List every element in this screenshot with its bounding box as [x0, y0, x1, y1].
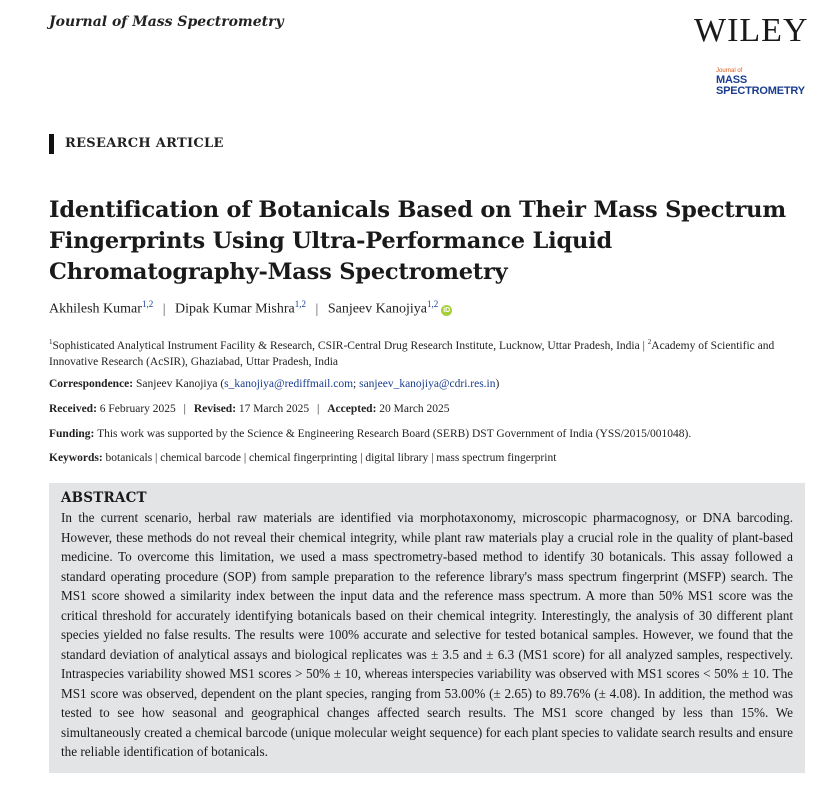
journal-logo-small-text: Journal of	[716, 68, 743, 74]
received-label: Received:	[49, 403, 97, 415]
affiliation-1: Sophisticated Analytical Instrument Facility & Research, CSIR-Central Drug Research Institute, Lucknow, Uttar Pradesh, India	[52, 339, 640, 352]
journal-logo	[716, 68, 811, 97]
author-name[interactable]: Dipak Kumar Mishra	[175, 301, 295, 317]
date-separator: |	[317, 403, 320, 415]
email-link[interactable]: s_kanojiya@rediffmail.com	[224, 378, 354, 390]
correspondence-label: Correspondence:	[49, 378, 134, 390]
keywords-text: botanicals | chemical barcode | chemical fingerprinting | digital library | mass spectrum fingerprint	[105, 452, 557, 464]
received-date: 6 February 2025	[99, 403, 176, 415]
date-separator: |	[183, 403, 186, 415]
keywords	[49, 451, 819, 466]
funding-label: Funding:	[49, 428, 95, 440]
keywords-label: Keywords:	[49, 452, 103, 464]
affiliation-2: Academy of Scientific and Innovative Research (AcSIR), Ghaziabad, Uttar Pradesh, India	[49, 339, 775, 368]
affil-number: 1	[49, 338, 53, 346]
article-type: RESEARCH ARTICLE	[49, 134, 224, 154]
publisher-logo: WILEY	[694, 12, 809, 49]
journal-logo-line1: MASS	[716, 74, 747, 86]
affiliations	[49, 334, 804, 370]
accepted-label: Accepted:	[327, 403, 377, 415]
author-affil: 1,2	[294, 299, 307, 309]
correspondence: Correspondence: Sanjeev Kanojiya (s_kanojiya@rediffmail.com; sanjeev_kanojiya@cdri.res.in)	[49, 378, 500, 390]
article-dates	[49, 402, 819, 417]
orcid-icon[interactable]: iD	[443, 306, 451, 314]
email-link[interactable]: sanjeev_kanojiya@cdri.res.in	[359, 378, 496, 390]
abstract-box	[49, 483, 805, 773]
author-affil: 1,2	[426, 299, 439, 309]
accepted-date: 20 March 2025	[379, 403, 450, 415]
affil-number: 2	[647, 338, 652, 346]
author-name[interactable]: Sanjeev Kanojiya	[327, 301, 427, 317]
author-list	[49, 299, 452, 318]
author-separator: |	[162, 301, 166, 317]
author-name[interactable]: Akhilesh Kumar	[49, 301, 142, 317]
correspondence-name: Sanjeev Kanojiya	[136, 378, 218, 390]
funding	[49, 427, 819, 442]
journal-name: Journal of Mass Spectrometry	[49, 14, 284, 30]
abstract-heading: ABSTRACT	[61, 490, 147, 506]
revised-label: Revised:	[193, 403, 237, 415]
article-title: Identification of Botanicals Based on Their Mass Spectrum Fingerprints Using Ultra-Performance Liquid Chromatography-Mass Spectrometry	[49, 197, 786, 285]
journal-logo-line2: SPECTROMETRY	[716, 85, 805, 97]
revised-date: 17 March 2025	[238, 403, 310, 415]
author-affil: 1,2	[141, 299, 154, 309]
abstract-text: In the current scenario, herbal raw materials are identified via morphotaxonomy, microscopic pharmacognosy, or DNA barcoding. However, these methods do not reveal their chemical integrity, while plant raw materials play a crucial role in the quality of plant-based medicine. To overcome this limitation, we used a mass spectrometry-based method to identify 30 botanicals. This assay followed a standard operating procedure (SOP) from sample preparation to the reference library's mass spectrum fingerprint (MSFP) search. The MS1 score showed a similarity index between the input data and the reference mass spectrum. A more than 50% MS1 score was the critical threshold for accurately identifying botanicals based on their chemical integrity. Interestingly, the analysis of 30 different plant species yielded no false results. The results were 100% accurate and selective for tested botanical samples. However, we found that the standard deviation of analytical assays and biological replicates was ± 3.5 and ± 6.3 (MS1 score) for all analyzed samples, respectively. Intraspecies variability showed MS1 scores > 50% ± 10, whereas interspecies variability was observed with MS1 scores < 50% ± 10. The MS1 score was observed, dependent on the plant species, ranging from 53.00% (± 2.65) to 89.76% (± 4.08). In addition, the method was tested to see how seasonal and geographical changes affected search results. The MS1 score changed by less than 15%. We simultaneously created a chemical barcode (unique molecular weight sequence) for each plant species to validate search results and ensure the reliable identification of botanicals.	[61, 510, 793, 759]
affil-separator: |	[642, 339, 648, 352]
funding-text: This work was supported by the Science & Engineering Research Board (SERB) DST Government of India (YSS/2015/001048).	[97, 428, 692, 440]
author-separator: |	[315, 301, 319, 317]
